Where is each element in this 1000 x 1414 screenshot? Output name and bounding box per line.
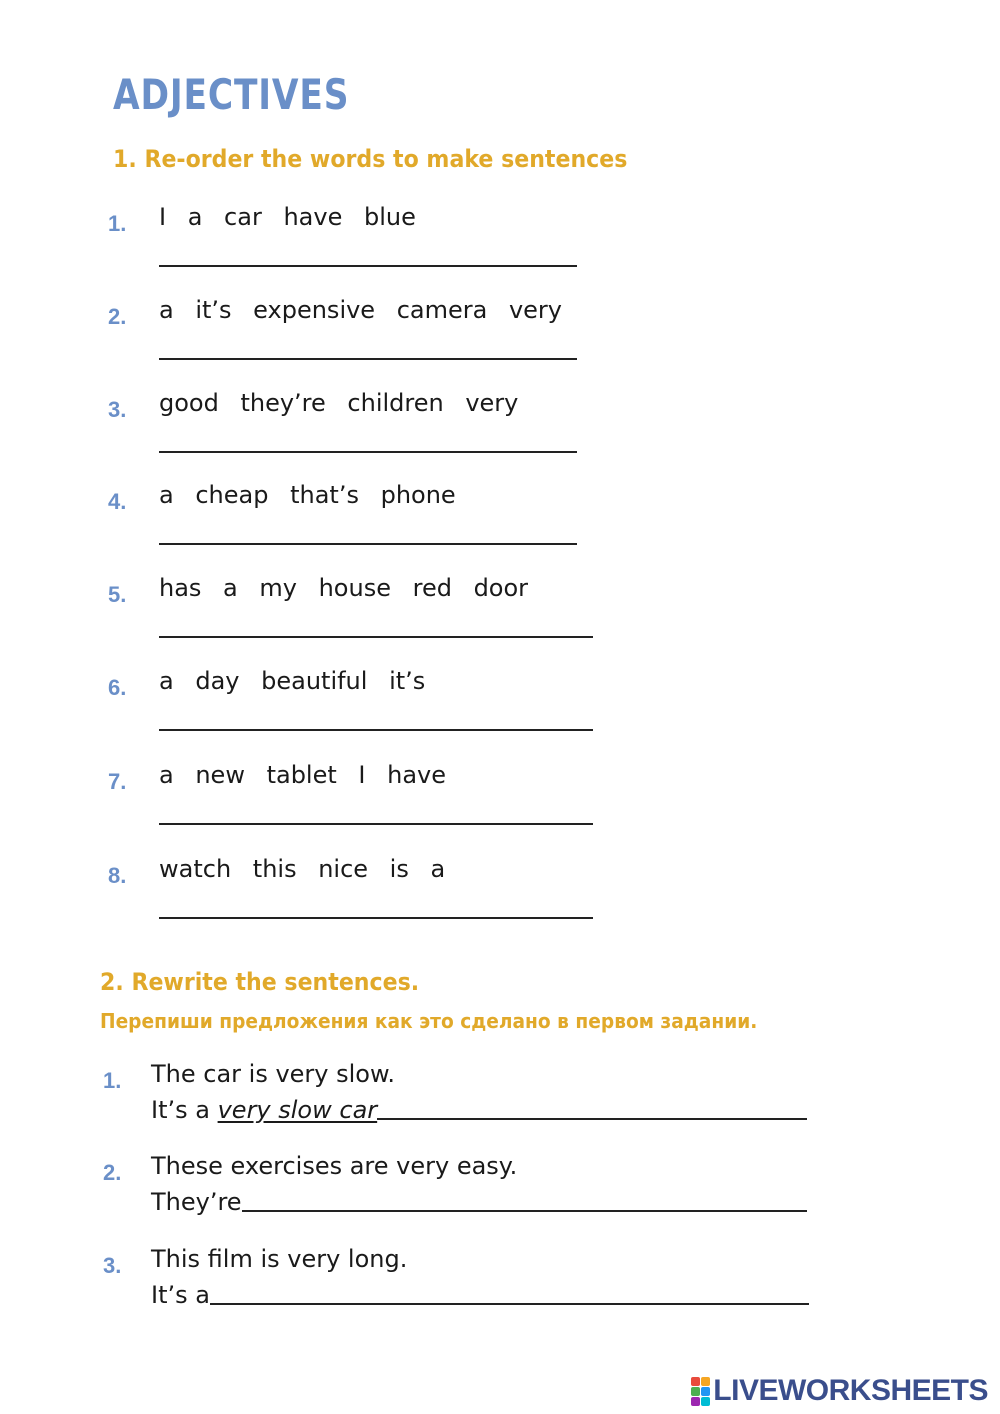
source-sentence: This film is very long. <box>151 1245 408 1273</box>
item-number: 2. <box>103 1160 122 1185</box>
answer-line[interactable] <box>159 358 577 360</box>
scrambled-words: a day beautiful it’s <box>159 667 426 695</box>
logo-square <box>701 1387 710 1396</box>
answer-line[interactable] <box>159 729 593 731</box>
item-number: 3. <box>108 397 127 422</box>
item-number: 8. <box>108 863 127 888</box>
scrambled-words: a new tablet I have <box>159 761 446 789</box>
section1-heading: 1. Re-order the words to make sentences <box>113 145 628 173</box>
answer-line[interactable] <box>210 1303 809 1305</box>
item-number: 1. <box>103 1068 122 1093</box>
answer-row <box>151 1096 807 1124</box>
page-title: ADJECTIVES <box>113 70 350 119</box>
item-number: 2. <box>108 304 127 329</box>
scrambled-words: watch this nice is a <box>159 855 446 883</box>
scrambled-words: a it’s expensive camera very <box>159 296 562 324</box>
item-number: 3. <box>103 1253 122 1278</box>
logo-square <box>701 1397 710 1406</box>
example-answer: very slow car <box>217 1096 378 1124</box>
scrambled-words: I a car have blue <box>159 203 416 231</box>
answer-line[interactable] <box>159 636 593 638</box>
answer-row <box>151 1188 807 1216</box>
item-number: 5. <box>108 582 127 607</box>
item-number: 1. <box>108 211 127 236</box>
answer-line[interactable] <box>159 265 577 267</box>
scrambled-words: good they’re children very <box>159 389 519 417</box>
item-number: 6. <box>108 675 127 700</box>
item-number: 4. <box>108 489 127 514</box>
logo-square <box>691 1397 700 1406</box>
item-number: 7. <box>108 769 127 794</box>
brand-footer <box>691 1374 988 1408</box>
scrambled-words: has a my house red door <box>159 574 529 602</box>
source-sentence: The car is very slow. <box>151 1060 396 1088</box>
brand-name: LIVEWORKSHEETS <box>713 1374 988 1407</box>
logo-square <box>701 1377 710 1386</box>
liveworksheets-logo-icon <box>691 1377 710 1406</box>
answer-row <box>151 1281 809 1309</box>
logo-square <box>691 1377 700 1386</box>
answer-line[interactable] <box>159 823 593 825</box>
answer-prefix: It’s a <box>151 1281 210 1309</box>
answer-prefix: It’s a <box>151 1096 218 1124</box>
answer-line[interactable] <box>242 1210 807 1212</box>
logo-square <box>691 1387 700 1396</box>
answer-line[interactable] <box>159 451 577 453</box>
answer-line[interactable] <box>159 917 593 919</box>
scrambled-words: a cheap that’s phone <box>159 481 456 509</box>
section2-heading: 2. Rewrite the sentences. <box>100 968 420 996</box>
answer-prefix: They’re <box>151 1188 242 1216</box>
answer-line[interactable] <box>377 1118 807 1120</box>
section2-instruction: Перепиши предложения как это сделано в первом задании. <box>100 1009 758 1033</box>
source-sentence: These exercises are very easy. <box>151 1152 518 1180</box>
answer-line[interactable] <box>159 543 577 545</box>
